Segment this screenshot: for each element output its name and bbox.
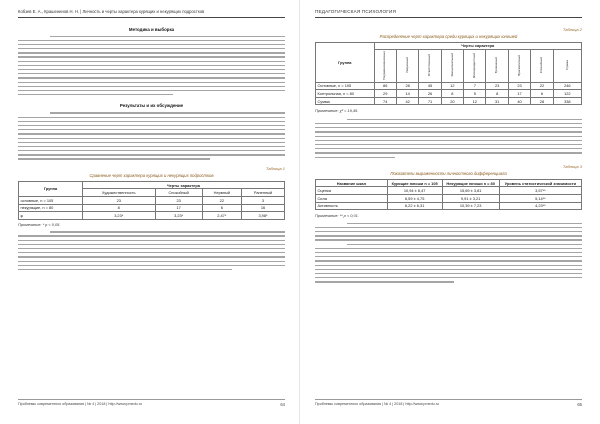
table2-cell: 23 [508, 82, 530, 90]
table3-number: Таблица 3 [562, 163, 582, 169]
table2-cell: 122 [553, 90, 581, 98]
table1-cell: 3 [241, 196, 284, 204]
table3-cell: 10,94 ± 6,47 [387, 187, 442, 195]
table2-col: Сумма [564, 60, 569, 71]
table2-row-label: Сумма [316, 97, 375, 105]
character-paragraph [315, 119, 582, 158]
conclusion-paragraph [315, 223, 582, 283]
table1-row-label: φ [19, 212, 83, 220]
table-row [316, 90, 582, 98]
table2-cell: 45 [419, 82, 441, 90]
table2-col: Тревожный [494, 57, 499, 74]
left-footer [18, 399, 285, 407]
left-page-number: 64 [280, 401, 285, 407]
table1-row-label: основные, n = 105 [19, 196, 83, 204]
table1-cell: 3,98* [241, 212, 284, 220]
table3-col: Курящие юноши n = 105 [387, 179, 442, 187]
table2-col: Спокойный [539, 57, 544, 74]
table3-cell: 4,23** [499, 202, 581, 210]
table2-cell: 8 [441, 90, 463, 98]
section-results-title: Результаты и их обсуждение [119, 103, 184, 109]
table3-cell: 9,91 ± 3,21 [442, 194, 499, 202]
table1-caption: Сравнение черт характера курящих и некурящих подростков [89, 172, 214, 178]
table3-cell: 6,59 ± 4,75 [387, 194, 442, 202]
table1-row-label: некурящие, n = 80 [19, 204, 83, 212]
table2-cell: 71 [419, 97, 441, 105]
table-row [19, 212, 285, 220]
table2-cell: 22 [531, 82, 553, 90]
left-footer-journal: Проблемы современного образования | № 4 | 2018 | http://www.pmedu.ru [18, 402, 143, 406]
table3-cell: 5,14** [499, 194, 581, 202]
table2-cell: 246 [553, 82, 581, 90]
table2-group-header: Группа [316, 42, 375, 82]
methodology-paragraph [18, 36, 285, 96]
table2-col: Эмоциональный [449, 53, 454, 78]
table2-col: Уверенный [404, 57, 409, 74]
table2-row-label: Контрольная, n = 80 [316, 90, 375, 98]
table1-cell: 17 [155, 204, 202, 212]
table2-cell: 5 [464, 90, 486, 98]
table3-row-label: Активность [316, 202, 388, 210]
table3-col: Название шкал [316, 179, 388, 187]
table1-col: Спокойный [155, 189, 202, 197]
table2-caption: Распределение черт характера среди курящих и некурящих юношей [379, 33, 518, 39]
table2-row-label: Основные, n = 105 [316, 82, 375, 90]
table-row [316, 97, 582, 105]
table1-cell: 3,23* [82, 212, 155, 220]
table2-col: Ответственный [427, 54, 432, 77]
table2-cell: 8 [486, 90, 508, 98]
table-row [19, 204, 285, 212]
results-paragraph [18, 112, 285, 159]
table2-cell: 31 [486, 97, 508, 105]
table2-cell: 20 [441, 97, 463, 105]
table2-cell: 40 [508, 97, 530, 105]
table3-row-label: Оценка [316, 187, 388, 195]
table3-row-label: Сила [316, 194, 388, 202]
table2-traits-header: Черты характера [374, 42, 581, 50]
section-methodology-title: Методика и выборка [128, 26, 175, 32]
right-running-head: ПЕДАГОГИЧЕСКАЯ ПСИХОЛОГИЯ [315, 9, 582, 18]
table2 [315, 42, 582, 106]
table2-cell: 12 [464, 97, 486, 105]
table2-cell: 338 [553, 97, 581, 105]
table2-number: Таблица 2 [562, 26, 582, 32]
table1 [18, 181, 285, 220]
table-row [316, 194, 582, 202]
table3-cell: 6,22 ± 6,31 [387, 202, 442, 210]
table2-cell: 14 [396, 90, 418, 98]
table3-note: Примечание: ** p < 0,01. [315, 212, 359, 218]
table3-col: Некурящие юноши n = 80 [442, 179, 499, 187]
right-footer [315, 399, 582, 407]
table3-cell: 3,57** [499, 187, 581, 195]
right-page-number: 65 [577, 401, 582, 407]
table1-cell: 16 [241, 204, 284, 212]
right-footer-journal: Проблемы современного образования | № 4 | 2018 | http://www.pmedu.ru [315, 402, 440, 406]
table2-cell: 23 [486, 82, 508, 90]
table1-number: Таблица 1 [265, 165, 285, 171]
table2-cell: 28 [531, 97, 553, 105]
table2-col: Неуравновешенные [382, 50, 387, 80]
right-page [300, 0, 600, 424]
table1-col: Нервный [202, 189, 241, 197]
table2-cell: 6 [531, 90, 553, 98]
left-running-head: Кобзев Е. А., Крашенинов Н. Н. | Личность и черты характера курящих и некурящих подростков [18, 9, 285, 18]
table1-note: Примечание: * p < 0,05. [18, 222, 61, 228]
table1-col: Художественность [82, 189, 155, 197]
table2-cell: 42 [396, 97, 418, 105]
table1-cell: 6 [202, 204, 241, 212]
table2-cell: 86 [374, 82, 396, 90]
table-row [316, 82, 582, 90]
table2-cell: 74 [374, 97, 396, 105]
table3-caption: Показатели выраженности личностного дифференциала [390, 170, 507, 176]
table1-col: Раненный [241, 189, 284, 197]
table2-cell: 29 [374, 90, 396, 98]
table1-cell: 23 [82, 196, 155, 204]
table3-cell: 15,69 ± 3,81 [442, 187, 499, 195]
table2-cell: 12 [441, 82, 463, 90]
table1-cell: 2,47* [202, 212, 241, 220]
table1-group-header: Группа [19, 181, 83, 196]
table3 [315, 179, 582, 210]
table2-cell: 26 [419, 90, 441, 98]
table1-cell: 22 [202, 196, 241, 204]
table3-cell: 10,39 ± 7,23 [442, 202, 499, 210]
table2-col: Жизнерадостный [471, 52, 476, 78]
table2-col: Прагматичный [516, 54, 521, 76]
table1-cell: 3,23* [155, 212, 202, 220]
table2-cell: 28 [396, 82, 418, 90]
table-row [19, 196, 285, 204]
table-row [316, 187, 582, 195]
table1-cell: 23 [155, 196, 202, 204]
table1-cell: 8 [82, 204, 155, 212]
table3-col: Уровень статистической значимости [499, 179, 581, 187]
table2-cell: 17 [508, 90, 530, 98]
table2-note: Примечание: χ² = 19,45. [315, 107, 359, 113]
diagnostics-paragraph [18, 231, 285, 270]
table2-cell: 7 [464, 82, 486, 90]
table1-traits-header: Черты характера [82, 181, 284, 189]
table-row [316, 202, 582, 210]
